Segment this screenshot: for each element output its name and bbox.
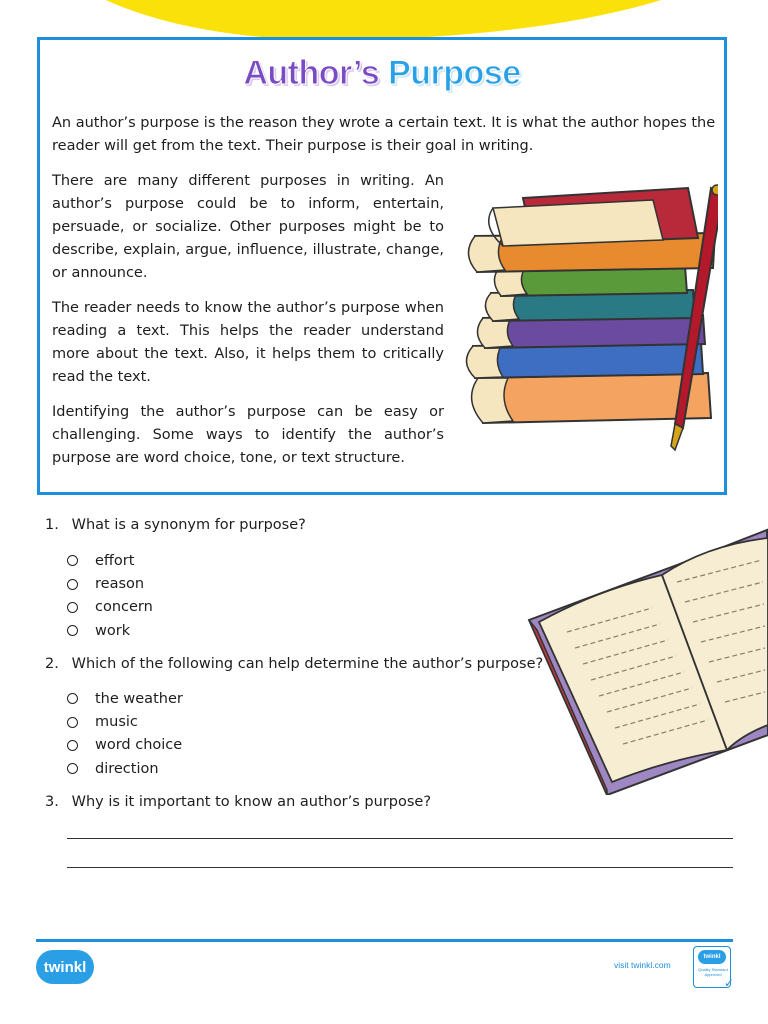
radio-button[interactable] [67,579,78,590]
page-title [40,54,724,93]
question-text: What is a synonym for purpose? [71,517,306,533]
answer-option[interactable] [67,687,183,710]
option-label: word choice [95,737,183,754]
question-3 [45,792,431,812]
identify-paragraph: Identifying the author’s purpose can be easy or challenging. Some ways to identify the author’s purpose are word choice, tone, or text structure. [52,404,444,466]
yellow-header-shape [40,0,760,40]
answer-option[interactable] [67,734,183,757]
question-number: 2. [45,656,59,672]
title-part-1: Author’s [243,54,380,92]
answer-option[interactable] [67,549,153,572]
option-label: direction [95,760,159,777]
option-label: work [95,622,131,639]
visit-link[interactable]: visit twinkl.com [614,960,671,970]
question-number: 1. [45,517,59,533]
answer-line[interactable] [67,867,733,868]
radio-button[interactable] [67,555,78,566]
open-book-illustration [527,520,768,795]
badge-brand: twinkl [698,950,726,964]
option-label: effort [95,552,135,569]
book-stack-illustration [453,178,718,458]
reader-paragraph: The reader needs to know the author’s purpose when reading a text. This helps the reader understand more about the text. Also, it helps them to critically read the text. [52,300,444,385]
answer-option[interactable] [67,710,183,733]
question-2 [45,654,543,674]
question-2-options [67,687,183,781]
radio-button[interactable] [67,625,78,636]
quality-badge [693,946,734,990]
info-panel [37,37,727,495]
radio-button[interactable] [67,717,78,728]
answer-option[interactable] [67,596,153,619]
answer-option[interactable] [67,572,153,595]
option-label: the weather [95,690,183,707]
footer-divider [36,939,733,942]
question-text: Which of the following can help determine the author’s purpose? [71,656,544,672]
twinkl-logo[interactable]: twinkl [36,950,94,984]
radio-button[interactable] [67,602,78,613]
question-1-options [67,549,153,643]
question-text: Why is it important to know an author’s purpose? [71,794,432,810]
check-icon: ✓ [723,976,734,990]
option-label: reason [95,576,145,593]
answer-option[interactable] [67,757,183,780]
radio-button[interactable] [67,693,78,704]
intro-paragraph: An author’s purpose is the reason they wrote a certain text. It is what the author hopes the reader will get from the text. Their purpose is their goal in writing. [52,115,716,154]
answer-line[interactable] [67,838,733,839]
radio-button[interactable] [67,763,78,774]
question-number: 3. [45,794,59,810]
radio-button[interactable] [67,740,78,751]
answer-option[interactable] [67,619,153,642]
question-1 [45,515,306,535]
purposes-paragraph: There are many different purposes in writing. An author’s purpose could be to inform, entertain, persuade, or socialize. Other purposes might be to describe, explain, argue, influence, illustrate, change, or announce. [52,173,444,281]
title-part-2: Purpose [388,54,521,92]
badge-text: Quality Standard Approved [698,967,728,977]
option-label: concern [95,599,153,616]
option-label: music [95,714,138,731]
